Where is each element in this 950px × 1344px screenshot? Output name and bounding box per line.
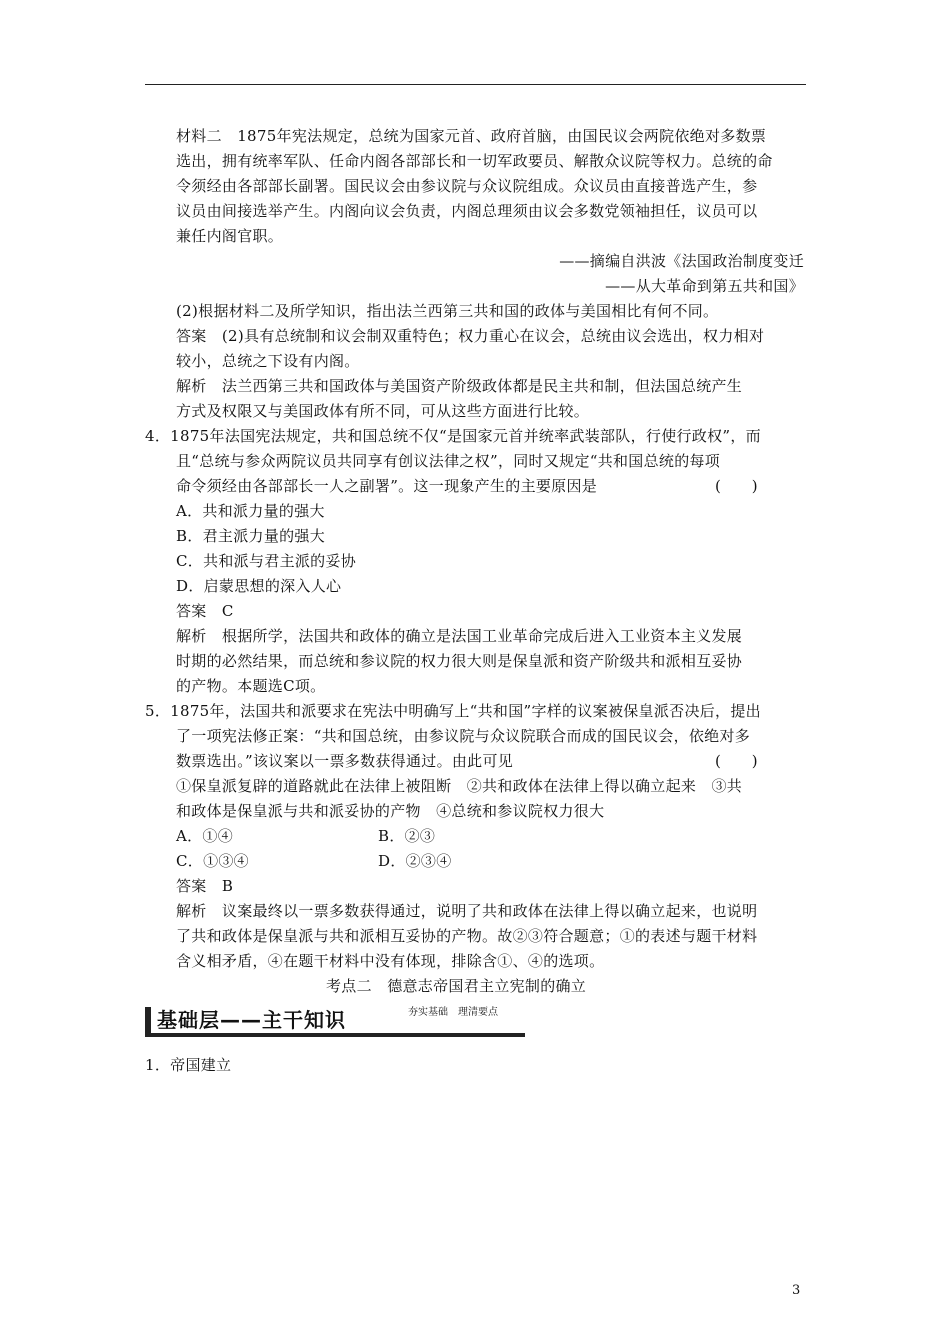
- q5-stem-line-2: 了一项宪法修正案：“共和国总统，由参议院与众议院联合而成的国民议会，依绝对多: [176, 727, 751, 745]
- material2-line-5: 兼任内阁官职。: [176, 227, 284, 245]
- q5-stem-line-1: 5．1875年，法国共和派要求在宪法中明确写上“共和国”字样的议案被保皇派否决后，提出: [145, 702, 761, 720]
- material2-source-1: ——摘编自洪波《法国政治制度变迁: [559, 252, 804, 270]
- q5-analysis-line-3: 含义相矛盾，④在题干材料中没有体现，排除含①、④的选项。: [176, 952, 605, 970]
- q3-analysis-line-2: 方式及权限又与美国政体有所不同，可从这些方面进行比较。: [176, 402, 590, 420]
- section-item-1: 1．帝国建立: [145, 1056, 232, 1074]
- q4-option-b: B．君主派力量的强大: [176, 527, 326, 545]
- section-banner: [145, 1007, 525, 1037]
- q5-stem-line-3: 数票选出。”该议案以一票多数获得通过。由此可见: [176, 752, 514, 770]
- q3-question: (2)根据材料二及所学知识，指出法兰西第三共和国的政体与美国相比有何不同。: [176, 302, 719, 320]
- q4-option-d: D．启蒙思想的深入人心: [176, 577, 342, 595]
- q5-analysis-line-1: 解析 议案最终以一票多数获得通过，说明了共和政体在法律上得以确立起来，也说明: [176, 902, 758, 920]
- q5-option-c: C．①③④: [176, 852, 249, 870]
- material2-line-4: 议员由间接选举产生。内阁向议会负责，内阁总理须由议会多数党领袖担任，议员可以: [176, 202, 758, 220]
- q4-stem-line-3: 命令须经由各部部长一人之副署”。这一现象产生的主要原因是: [176, 477, 598, 495]
- q5-analysis-line-2: 了共和政体是保皇派与共和派相互妥协的产物。故②③符合题意；①的表述与题干材料: [176, 927, 758, 945]
- q4-analysis-line-1: 解析 根据所学，法国共和政体的确立是法国工业革命完成后进入工业资本主义发展: [176, 627, 743, 645]
- material2-source-2: ——从大革命到第五共和国》: [605, 277, 804, 295]
- q4-stem-line-1: 4．1875年法国宪法规定，共和国总统不仅“是国家元首并统率武装部队，行使行政权”，而: [145, 427, 761, 445]
- q4-stem-line-2: 且“总统与参众两院议员共同享有创议法律之权”，同时又规定“共和国总统的每项: [176, 452, 721, 470]
- material2-line-1: 材料二 1875年宪法规定，总统为国家元首、政府首脑，由国民议会两院依绝对多数票: [176, 127, 767, 145]
- material2-line-3: 令须经由各部部长副署。国民议会由参议院与众议院组成。众议员由直接普选产生，参: [176, 177, 758, 195]
- q5-items-line-2: 和政体是保皇派与共和派妥协的产物 ④总统和参议院权力很大: [176, 802, 605, 820]
- q5-answer: 答案 B: [176, 877, 234, 895]
- header-rule: [145, 84, 806, 85]
- section-title: 考点二 德意志帝国君主立宪制的确立: [326, 977, 587, 995]
- q4-analysis-line-2: 时期的必然结果，而总统和参议院的权力很大则是保皇派和资产阶级共和派相互妥协: [176, 652, 743, 670]
- q4-option-a: A．共和派力量的强大: [176, 502, 325, 520]
- material2-line-2: 选出，拥有统率军队、任命内阁各部部长和一切军政要员、解散众议院等权力。总统的命: [176, 152, 773, 170]
- page-number: 3: [792, 1283, 801, 1298]
- q4-option-c: C．共和派与君主派的妥协: [176, 552, 357, 570]
- banner-title: 基础层——主干知识: [157, 1008, 346, 1032]
- q5-option-b: B．②③: [378, 827, 436, 845]
- q5-answer-paren: ( ): [715, 752, 758, 770]
- banner-underline: [145, 1033, 525, 1037]
- q3-analysis-line-1: 解析 法兰西第三共和国政体与美国资产阶级政体都是民主共和制，但法国总统产生: [176, 377, 743, 395]
- q5-option-d: D．②③④: [378, 852, 452, 870]
- q4-answer: 答案 C: [176, 602, 234, 620]
- q3-answer-line-1: 答案 (2)具有总统制和议会制双重特色；权力重心在议会，总统由议会选出，权力相对: [176, 327, 765, 345]
- q4-analysis-line-3: 的产物。本题选C项。: [176, 677, 326, 695]
- q5-option-a: A．①④: [176, 827, 234, 845]
- banner-subtitle: 夯实基础 理清要点: [408, 1007, 498, 1018]
- q5-items-line-1: ①保皇派复辟的道路就此在法律上被阻断 ②共和政体在法律上得以确立起来 ③共: [176, 777, 743, 795]
- q3-answer-line-2: 较小，总统之下设有内阁。: [176, 352, 360, 370]
- q4-answer-paren: ( ): [715, 477, 758, 495]
